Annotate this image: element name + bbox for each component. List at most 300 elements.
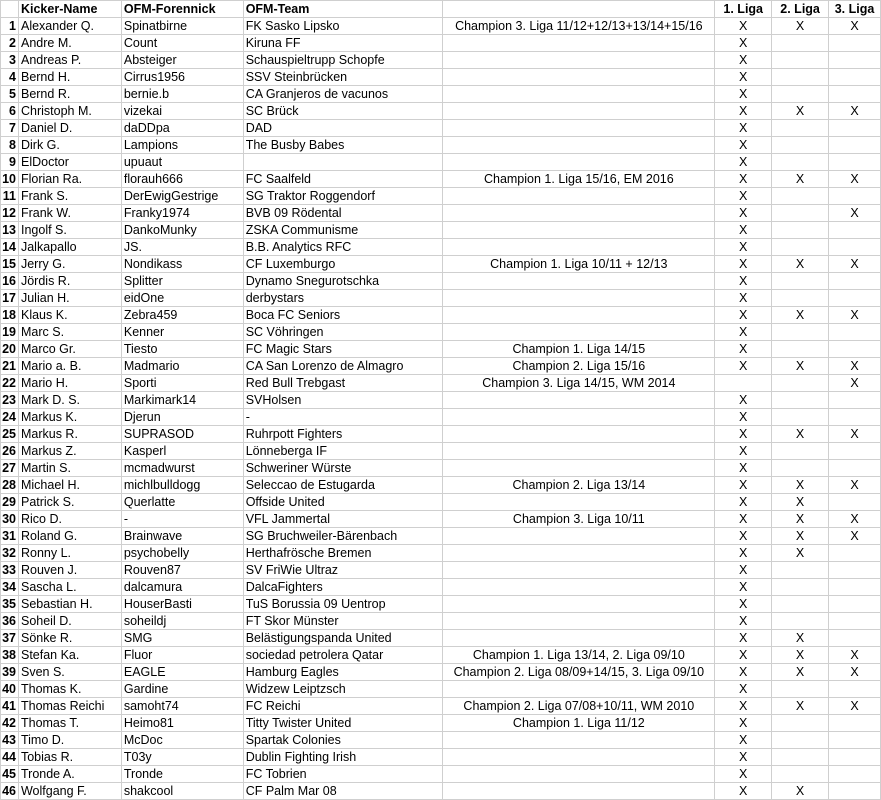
kicker-name-cell: Ronny L. <box>18 545 121 562</box>
forennick-cell: Tronde <box>121 766 243 783</box>
note-cell: Champion 1. Liga 13/14, 2. Liga 09/10 <box>443 647 715 664</box>
liga-2-cell: X <box>772 664 829 681</box>
note-cell: Champion 3. Liga 14/15, WM 2014 <box>443 375 715 392</box>
liga-3-cell: X <box>829 528 881 545</box>
liga-1-cell: X <box>715 613 772 630</box>
liga-3-cell <box>829 188 881 205</box>
liga-3-cell <box>829 239 881 256</box>
liga-2-cell <box>772 409 829 426</box>
liga-1-cell: X <box>715 86 772 103</box>
note-cell: Champion 2. Liga 07/08+10/11, WM 2010 <box>443 698 715 715</box>
liga-1-cell: X <box>715 766 772 783</box>
table-row <box>1 511 881 528</box>
header-forennick: OFM-Forennick <box>121 1 243 18</box>
forennick-cell: Splitter <box>121 273 243 290</box>
team-cell: SV FriWie Ultraz <box>243 562 443 579</box>
header-liga-2: 2. Liga <box>772 1 829 18</box>
note-cell <box>443 307 715 324</box>
forennick-cell: mcmadwurst <box>121 460 243 477</box>
table-row <box>1 596 881 613</box>
row-number: 22 <box>1 375 19 392</box>
team-cell: Spartak Colonies <box>243 732 443 749</box>
liga-3-cell <box>829 681 881 698</box>
note-cell <box>443 290 715 307</box>
table-row <box>1 205 881 222</box>
row-number: 9 <box>1 154 19 171</box>
table-row <box>1 766 881 783</box>
forennick-cell: Markimark14 <box>121 392 243 409</box>
note-cell <box>443 460 715 477</box>
table-row <box>1 392 881 409</box>
note-cell <box>443 52 715 69</box>
note-cell <box>443 239 715 256</box>
team-cell: Offside United <box>243 494 443 511</box>
table-row <box>1 18 881 35</box>
row-number: 6 <box>1 103 19 120</box>
liga-2-cell <box>772 137 829 154</box>
liga-1-cell: X <box>715 103 772 120</box>
liga-3-cell <box>829 596 881 613</box>
row-number: 33 <box>1 562 19 579</box>
team-cell: - <box>243 409 443 426</box>
table-row <box>1 171 881 188</box>
forennick-cell: Count <box>121 35 243 52</box>
table-row <box>1 579 881 596</box>
kicker-name-cell: Ingolf S. <box>18 222 121 239</box>
table-row <box>1 273 881 290</box>
note-cell: Champion 3. Liga 11/12+12/13+13/14+15/16 <box>443 18 715 35</box>
kicker-name-cell: Andreas P. <box>18 52 121 69</box>
liga-2-cell <box>772 69 829 86</box>
forennick-cell: SMG <box>121 630 243 647</box>
liga-3-cell <box>829 460 881 477</box>
team-cell: Ruhrpott Fighters <box>243 426 443 443</box>
liga-3-cell: X <box>829 511 881 528</box>
liga-1-cell: X <box>715 715 772 732</box>
table-row <box>1 86 881 103</box>
team-cell: BVB 09 Rödental <box>243 205 443 222</box>
note-cell <box>443 137 715 154</box>
table-row <box>1 783 881 800</box>
liga-3-cell <box>829 341 881 358</box>
liga-2-cell: X <box>772 494 829 511</box>
header-note <box>443 1 715 18</box>
table-row <box>1 52 881 69</box>
table-row <box>1 647 881 664</box>
note-cell <box>443 528 715 545</box>
liga-1-cell: X <box>715 256 772 273</box>
liga-3-cell: X <box>829 647 881 664</box>
liga-3-cell <box>829 630 881 647</box>
team-cell: VFL Jammertal <box>243 511 443 528</box>
liga-1-cell: X <box>715 154 772 171</box>
row-number: 29 <box>1 494 19 511</box>
kicker-name-cell: Thomas T. <box>18 715 121 732</box>
liga-2-cell: X <box>772 783 829 800</box>
note-cell <box>443 766 715 783</box>
team-cell: Schweriner Würste <box>243 460 443 477</box>
table-row <box>1 324 881 341</box>
kicker-name-cell: Martin S. <box>18 460 121 477</box>
table-row <box>1 613 881 630</box>
team-cell: Kiruna FF <box>243 35 443 52</box>
liga-3-cell <box>829 409 881 426</box>
note-cell <box>443 732 715 749</box>
liga-1-cell: X <box>715 341 772 358</box>
liga-2-cell: X <box>772 18 829 35</box>
liga-2-cell: X <box>772 647 829 664</box>
team-cell: DAD <box>243 120 443 137</box>
liga-3-cell: X <box>829 698 881 715</box>
team-cell: ZSKA Communisme <box>243 222 443 239</box>
table-row <box>1 290 881 307</box>
kicker-name-cell: Sebastian H. <box>18 596 121 613</box>
forennick-cell: Spinatbirne <box>121 18 243 35</box>
note-cell <box>443 596 715 613</box>
liga-1-cell: X <box>715 545 772 562</box>
forennick-cell: Lampions <box>121 137 243 154</box>
header-liga-1: 1. Liga <box>715 1 772 18</box>
liga-3-cell: X <box>829 477 881 494</box>
note-cell <box>443 681 715 698</box>
liga-3-cell: X <box>829 205 881 222</box>
row-number: 27 <box>1 460 19 477</box>
team-cell: sociedad petrolera Qatar <box>243 647 443 664</box>
liga-2-cell <box>772 562 829 579</box>
note-cell <box>443 103 715 120</box>
kicker-name-cell: Jördis R. <box>18 273 121 290</box>
table-row <box>1 154 881 171</box>
forennick-cell: Rouven87 <box>121 562 243 579</box>
liga-2-cell: X <box>772 307 829 324</box>
liga-3-cell <box>829 732 881 749</box>
liga-3-cell: X <box>829 256 881 273</box>
kicker-name-cell: Roland G. <box>18 528 121 545</box>
liga-3-cell: X <box>829 103 881 120</box>
row-number: 45 <box>1 766 19 783</box>
liga-2-cell <box>772 154 829 171</box>
liga-2-cell: X <box>772 426 829 443</box>
row-number: 15 <box>1 256 19 273</box>
team-cell: Belästigungspanda United <box>243 630 443 647</box>
row-number: 21 <box>1 358 19 375</box>
liga-1-cell: X <box>715 324 772 341</box>
note-cell: Champion 1. Liga 11/12 <box>443 715 715 732</box>
forennick-cell: Querlatte <box>121 494 243 511</box>
header-liga-3: 3. Liga <box>829 1 881 18</box>
liga-3-cell <box>829 613 881 630</box>
team-cell: Herthafrösche Bremen <box>243 545 443 562</box>
forennick-cell: EAGLE <box>121 664 243 681</box>
header-row <box>1 1 881 18</box>
forennick-cell: vizekai <box>121 103 243 120</box>
table-row <box>1 528 881 545</box>
row-number: 7 <box>1 120 19 137</box>
liga-3-cell <box>829 290 881 307</box>
header-num <box>1 1 19 18</box>
note-cell: Champion 3. Liga 10/11 <box>443 511 715 528</box>
forennick-cell: Heimo81 <box>121 715 243 732</box>
note-cell: Champion 2. Liga 15/16 <box>443 358 715 375</box>
liga-2-cell <box>772 613 829 630</box>
liga-3-cell <box>829 222 881 239</box>
forennick-cell: JS. <box>121 239 243 256</box>
row-number: 5 <box>1 86 19 103</box>
liga-3-cell <box>829 766 881 783</box>
kicker-name-cell: Wolfgang F. <box>18 783 121 800</box>
table-row <box>1 664 881 681</box>
kicker-name-cell: Rouven J. <box>18 562 121 579</box>
liga-1-cell: X <box>715 579 772 596</box>
team-cell: B.B. Analytics RFC <box>243 239 443 256</box>
liga-2-cell: X <box>772 511 829 528</box>
header-kicker-name: Kicker-Name <box>18 1 121 18</box>
table-row <box>1 562 881 579</box>
table-row <box>1 103 881 120</box>
note-cell <box>443 188 715 205</box>
table-row <box>1 426 881 443</box>
row-number: 40 <box>1 681 19 698</box>
kicker-name-cell: Sascha L. <box>18 579 121 596</box>
table-row <box>1 443 881 460</box>
liga-2-cell: X <box>772 171 829 188</box>
forennick-cell: SUPRASOD <box>121 426 243 443</box>
table-row <box>1 239 881 256</box>
header-team: OFM-Team <box>243 1 443 18</box>
liga-1-cell: X <box>715 511 772 528</box>
kicker-name-cell: Klaus K. <box>18 307 121 324</box>
liga-2-cell: X <box>772 358 829 375</box>
liga-2-cell <box>772 273 829 290</box>
table-row <box>1 681 881 698</box>
forennick-cell: Franky1974 <box>121 205 243 222</box>
team-cell: Hamburg Eagles <box>243 664 443 681</box>
kicker-name-cell: Bernd R. <box>18 86 121 103</box>
kicker-name-cell: Michael H. <box>18 477 121 494</box>
note-cell <box>443 630 715 647</box>
table-row <box>1 409 881 426</box>
forennick-cell: Madmario <box>121 358 243 375</box>
kicker-name-cell: Dirk G. <box>18 137 121 154</box>
liga-3-cell <box>829 154 881 171</box>
note-cell <box>443 562 715 579</box>
liga-2-cell: X <box>772 103 829 120</box>
liga-2-cell <box>772 766 829 783</box>
liga-2-cell <box>772 732 829 749</box>
liga-3-cell: X <box>829 18 881 35</box>
row-number: 39 <box>1 664 19 681</box>
forennick-cell: Fluor <box>121 647 243 664</box>
team-cell: CF Luxemburgo <box>243 256 443 273</box>
row-number: 41 <box>1 698 19 715</box>
liga-2-cell <box>772 392 829 409</box>
note-cell: Champion 1. Liga 10/11 + 12/13 <box>443 256 715 273</box>
forennick-cell: Absteiger <box>121 52 243 69</box>
team-cell: FK Sasko Lipsko <box>243 18 443 35</box>
team-cell: Schauspieltrupp Schopfe <box>243 52 443 69</box>
row-number: 43 <box>1 732 19 749</box>
liga-2-cell <box>772 120 829 137</box>
liga-1-cell: X <box>715 460 772 477</box>
liga-1-cell: X <box>715 358 772 375</box>
liga-2-cell: X <box>772 545 829 562</box>
liga-3-cell <box>829 749 881 766</box>
liga-3-cell <box>829 715 881 732</box>
liga-3-cell <box>829 120 881 137</box>
table-row <box>1 749 881 766</box>
liga-1-cell: X <box>715 443 772 460</box>
liga-1-cell: X <box>715 477 772 494</box>
row-number: 30 <box>1 511 19 528</box>
liga-1-cell: X <box>715 69 772 86</box>
table-row <box>1 341 881 358</box>
kicker-name-cell: Patrick S. <box>18 494 121 511</box>
forennick-cell: Zebra459 <box>121 307 243 324</box>
forennick-cell: Sporti <box>121 375 243 392</box>
team-cell: Lönneberga IF <box>243 443 443 460</box>
liga-2-cell <box>772 681 829 698</box>
team-cell: FC Tobrien <box>243 766 443 783</box>
table-row <box>1 545 881 562</box>
row-number: 1 <box>1 18 19 35</box>
liga-3-cell: X <box>829 664 881 681</box>
row-number: 20 <box>1 341 19 358</box>
note-cell: Champion 1. Liga 14/15 <box>443 341 715 358</box>
row-number: 4 <box>1 69 19 86</box>
forennick-cell: dalcamura <box>121 579 243 596</box>
row-number: 19 <box>1 324 19 341</box>
liga-3-cell <box>829 324 881 341</box>
forennick-cell: - <box>121 511 243 528</box>
forennick-cell: michlbulldogg <box>121 477 243 494</box>
row-number: 36 <box>1 613 19 630</box>
note-cell: Champion 2. Liga 08/09+14/15, 3. Liga 09/10 <box>443 664 715 681</box>
note-cell <box>443 579 715 596</box>
team-cell: FC Reichi <box>243 698 443 715</box>
liga-3-cell: X <box>829 307 881 324</box>
table-row <box>1 732 881 749</box>
liga-3-cell <box>829 273 881 290</box>
table-row <box>1 188 881 205</box>
team-cell: SC Vöhringen <box>243 324 443 341</box>
row-number: 8 <box>1 137 19 154</box>
row-number: 24 <box>1 409 19 426</box>
row-number: 11 <box>1 188 19 205</box>
kicker-name-cell: Andre M. <box>18 35 121 52</box>
team-cell: FT Skor Münster <box>243 613 443 630</box>
kicker-name-cell: Mario a. B. <box>18 358 121 375</box>
table-row <box>1 222 881 239</box>
team-cell: CA San Lorenzo de Almagro <box>243 358 443 375</box>
liga-1-cell: X <box>715 664 772 681</box>
row-number: 13 <box>1 222 19 239</box>
table-row <box>1 307 881 324</box>
liga-2-cell <box>772 375 829 392</box>
table-row <box>1 137 881 154</box>
team-cell: SVHolsen <box>243 392 443 409</box>
liga-3-cell <box>829 392 881 409</box>
team-cell: TuS Borussia 09 Uentrop <box>243 596 443 613</box>
liga-1-cell: X <box>715 290 772 307</box>
team-cell: Titty Twister United <box>243 715 443 732</box>
liga-1-cell: X <box>715 205 772 222</box>
table-row <box>1 375 881 392</box>
kicker-name-cell: Markus Z. <box>18 443 121 460</box>
liga-3-cell <box>829 69 881 86</box>
row-number: 23 <box>1 392 19 409</box>
row-number: 44 <box>1 749 19 766</box>
kicker-name-cell: Frank W. <box>18 205 121 222</box>
team-cell: Widzew Leiptzsch <box>243 681 443 698</box>
liga-1-cell: X <box>715 120 772 137</box>
kicker-name-cell: Rico D. <box>18 511 121 528</box>
row-number: 14 <box>1 239 19 256</box>
forennick-cell: Djerun <box>121 409 243 426</box>
liga-2-cell: X <box>772 528 829 545</box>
kicker-name-cell: Alexander Q. <box>18 18 121 35</box>
row-number: 46 <box>1 783 19 800</box>
liga-2-cell <box>772 239 829 256</box>
liga-3-cell <box>829 545 881 562</box>
row-number: 26 <box>1 443 19 460</box>
row-number: 38 <box>1 647 19 664</box>
liga-3-cell <box>829 137 881 154</box>
team-cell: derbystars <box>243 290 443 307</box>
note-cell <box>443 392 715 409</box>
note-cell <box>443 443 715 460</box>
row-number: 12 <box>1 205 19 222</box>
liga-1-cell: X <box>715 18 772 35</box>
note-cell <box>443 426 715 443</box>
liga-1-cell: X <box>715 647 772 664</box>
liga-1-cell: X <box>715 273 772 290</box>
liga-2-cell: X <box>772 256 829 273</box>
liga-2-cell <box>772 324 829 341</box>
kicker-name-cell: Sönke R. <box>18 630 121 647</box>
liga-2-cell <box>772 205 829 222</box>
liga-1-cell: X <box>715 222 772 239</box>
kicker-name-cell: Markus R. <box>18 426 121 443</box>
kicker-name-cell: Thomas K. <box>18 681 121 698</box>
liga-2-cell <box>772 443 829 460</box>
forennick-cell: soheildj <box>121 613 243 630</box>
note-cell <box>443 324 715 341</box>
note-cell <box>443 69 715 86</box>
note-cell <box>443 273 715 290</box>
note-cell <box>443 783 715 800</box>
liga-2-cell: X <box>772 477 829 494</box>
team-cell: SG Traktor Roggendorf <box>243 188 443 205</box>
liga-1-cell: X <box>715 239 772 256</box>
liga-2-cell <box>772 290 829 307</box>
kicker-name-cell: Florian Ra. <box>18 171 121 188</box>
liga-1-cell: X <box>715 732 772 749</box>
note-cell <box>443 154 715 171</box>
liga-2-cell <box>772 86 829 103</box>
liga-1-cell: X <box>715 137 772 154</box>
row-number: 32 <box>1 545 19 562</box>
team-cell: FC Saalfeld <box>243 171 443 188</box>
forennick-cell: DankoMunky <box>121 222 243 239</box>
liga-3-cell <box>829 443 881 460</box>
liga-1-cell: X <box>715 307 772 324</box>
note-cell <box>443 205 715 222</box>
kicker-name-cell: Thomas Reichi <box>18 698 121 715</box>
team-cell: Red Bull Trebgast <box>243 375 443 392</box>
liga-2-cell <box>772 52 829 69</box>
liga-1-cell: X <box>715 426 772 443</box>
team-cell: DalcaFighters <box>243 579 443 596</box>
